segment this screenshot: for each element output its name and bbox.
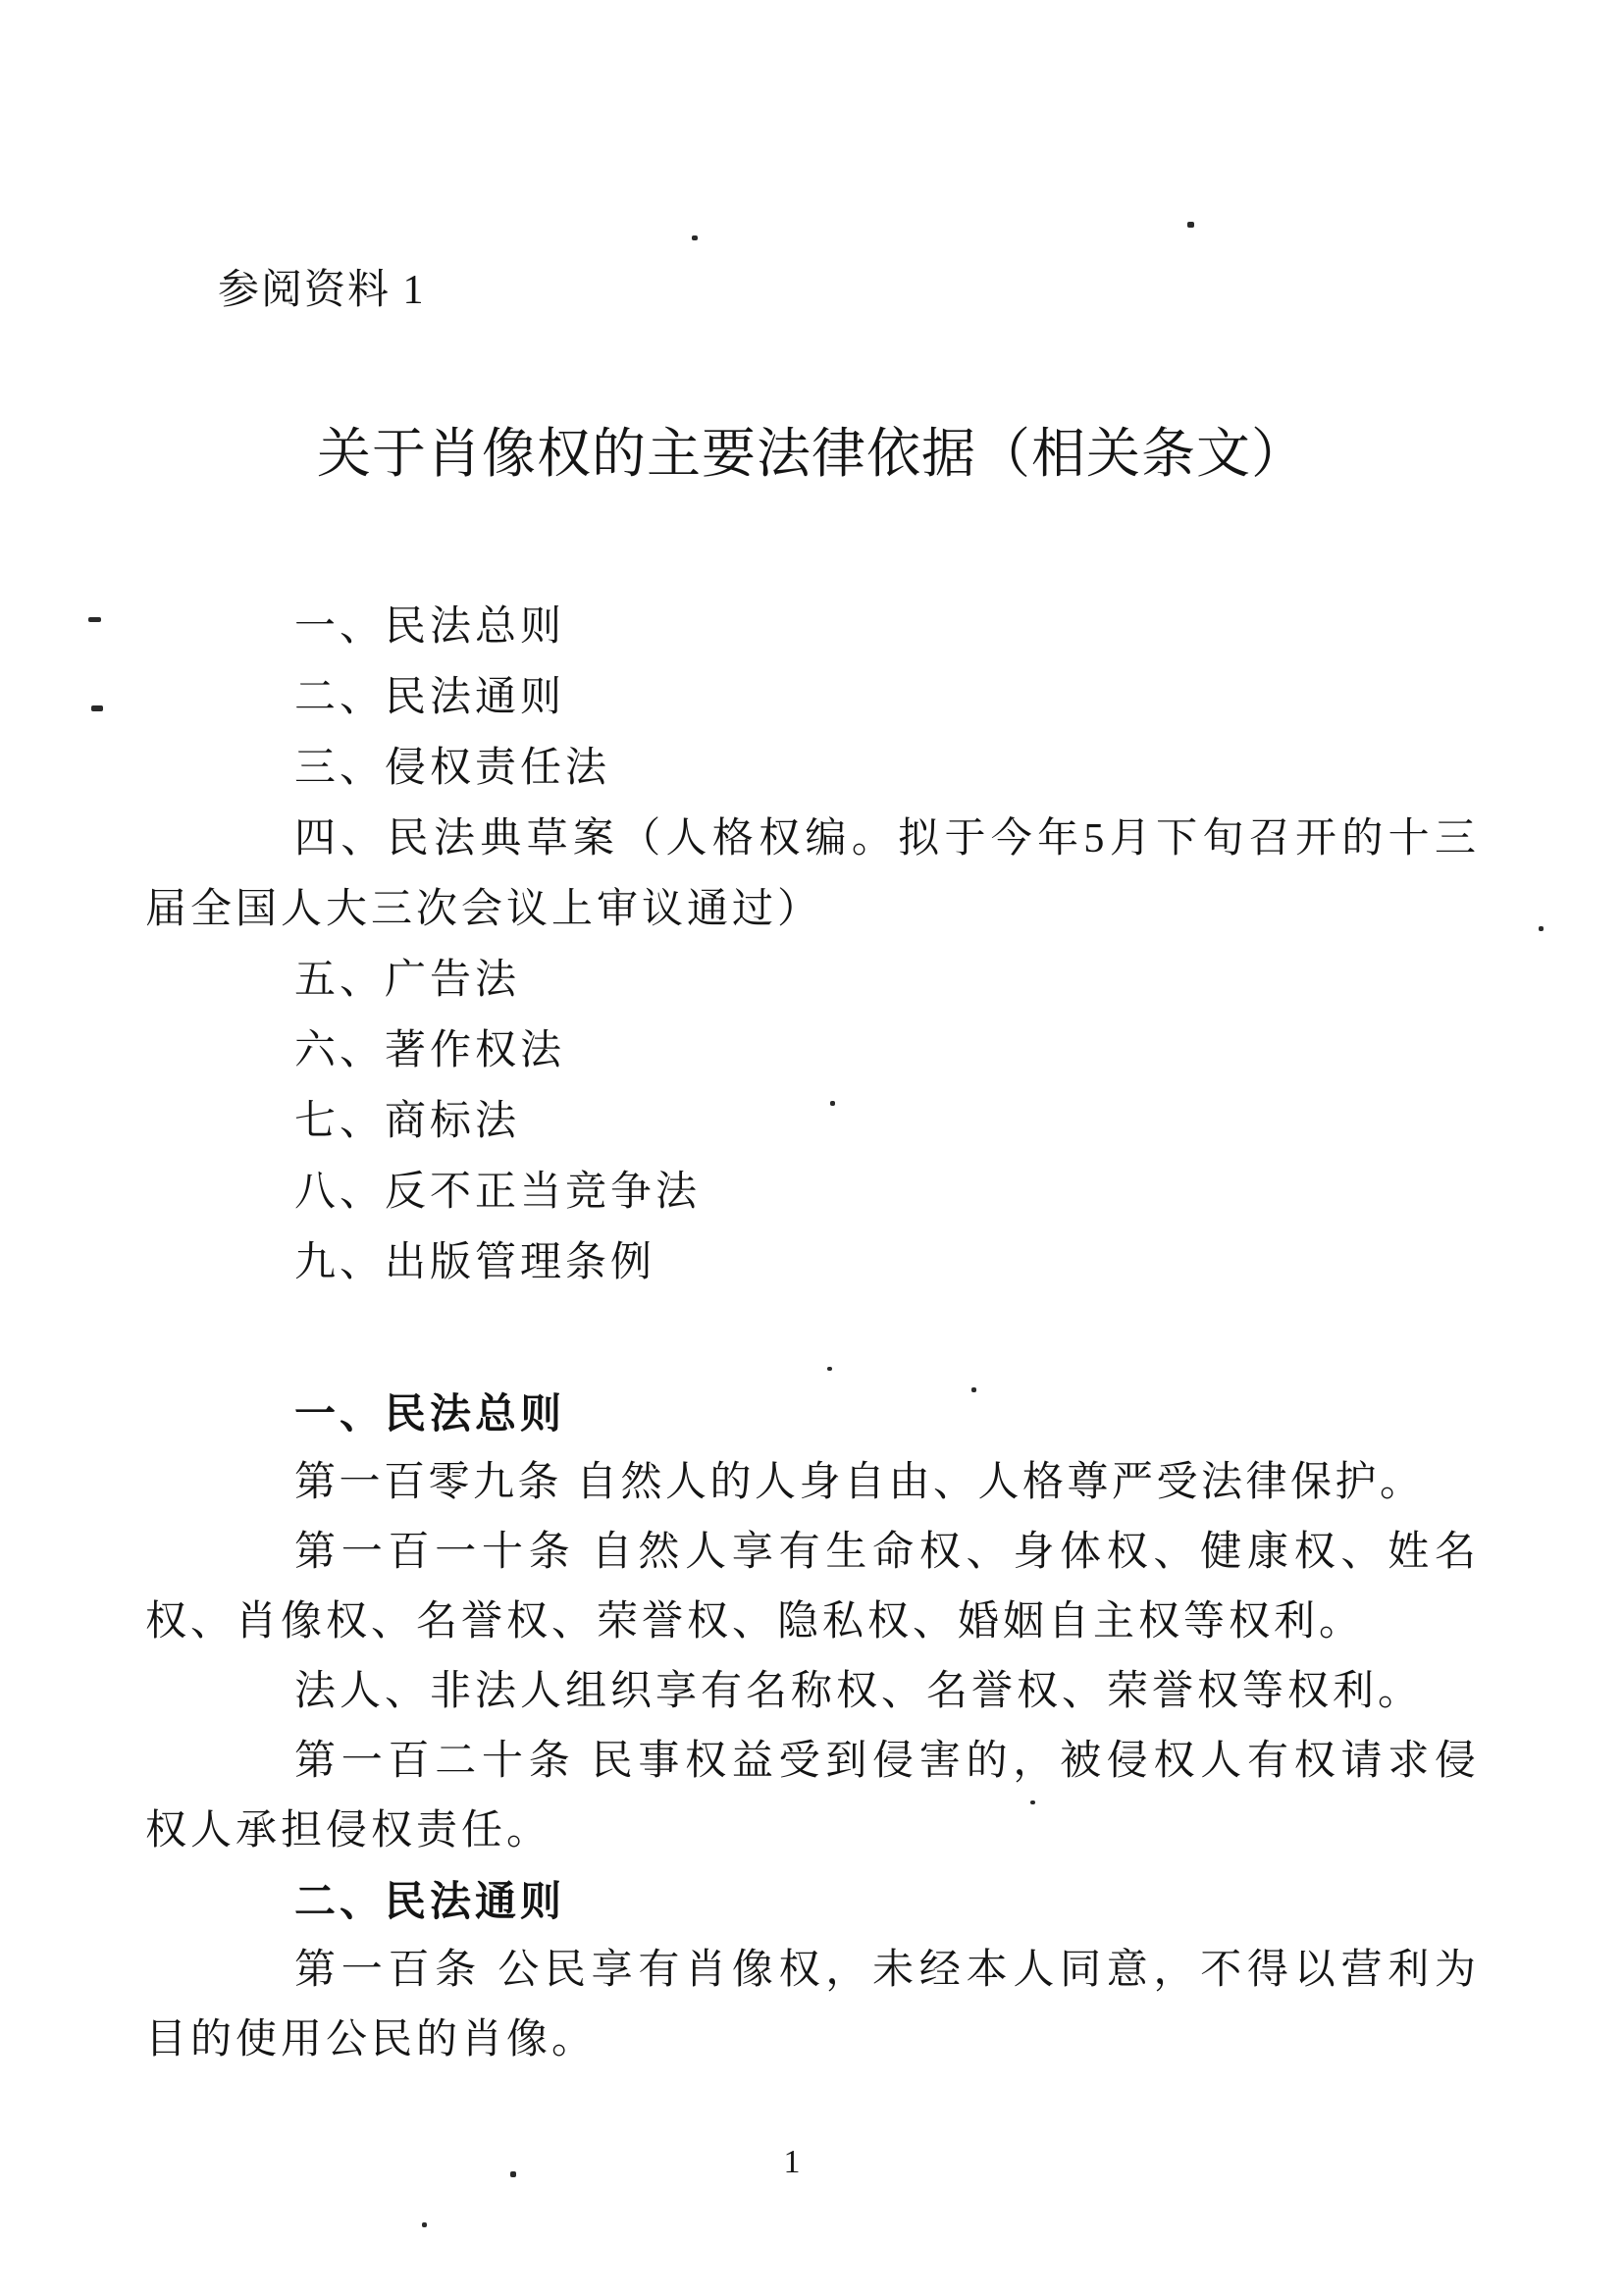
toc-item-9: 九、出版管理条例 — [294, 1240, 656, 1285]
scan-speck — [1539, 926, 1544, 931]
section-heading-civil-law-general-provisions: 一、民法总则 — [294, 1390, 566, 1436]
toc-item-1: 一、民法总则 — [294, 604, 566, 650]
scan-speck — [91, 705, 103, 711]
scan-speck — [827, 1367, 832, 1371]
section-heading-general-principles-of-civil-law: 二、民法通则 — [294, 1878, 566, 1924]
page-title: 关于肖像权的主要法律依据（相关条文） — [316, 424, 1306, 484]
paragraph-article-110: 第一百一十条 自然人享有生命权、身体权、健康权、姓名权、肖像权、名誉权、荣誉权、隐私权、婚姻自主权等权利。 — [145, 1530, 1480, 1644]
toc-item-3: 三、侵权责任法 — [294, 746, 611, 791]
scan-speck — [510, 2171, 516, 2177]
toc-item-6: 六、著作权法 — [294, 1028, 566, 1073]
paragraph-article-120: 第一百二十条 民事权益受到侵害的，被侵权人有权请求侵权人承担侵权责任。 — [145, 1739, 1480, 1853]
scan-speck — [971, 1387, 976, 1392]
toc-item-5: 五、广告法 — [294, 958, 521, 1003]
toc-item-2: 二、民法通则 — [294, 675, 566, 720]
toc-list — [145, 592, 1480, 1298]
scan-speck — [88, 617, 101, 622]
document-body — [145, 1379, 1480, 2075]
toc-item-8: 八、反不正当竞争法 — [294, 1170, 702, 1215]
toc-item-7: 七、商标法 — [294, 1099, 521, 1144]
scan-speck — [1030, 1800, 1035, 1804]
doc-reference-label: 参阅资料 1 — [218, 268, 426, 313]
paragraph-article-100: 第一百条 公民享有肖像权，未经本人同意，不得以营利为目的使用公民的肖像。 — [145, 1948, 1480, 2062]
scan-speck — [1187, 222, 1194, 228]
toc-item-4: 四、民法典草案（人格权编。拟于今年5月下旬召开的十三届全国人大三次会议上审议通过） — [145, 816, 1480, 932]
paragraph-article-110-continued: 法人、非法人组织享有名称权、名誉权、荣誉权等权利。 — [294, 1669, 1424, 1714]
scan-speck — [830, 1101, 835, 1106]
paragraph-article-109: 第一百零九条 自然人的人身自由、人格尊严受法律保护。 — [294, 1460, 1425, 1505]
scan-speck — [422, 2222, 427, 2227]
scan-speck — [692, 235, 698, 240]
page-number: 1 — [783, 2144, 801, 2180]
